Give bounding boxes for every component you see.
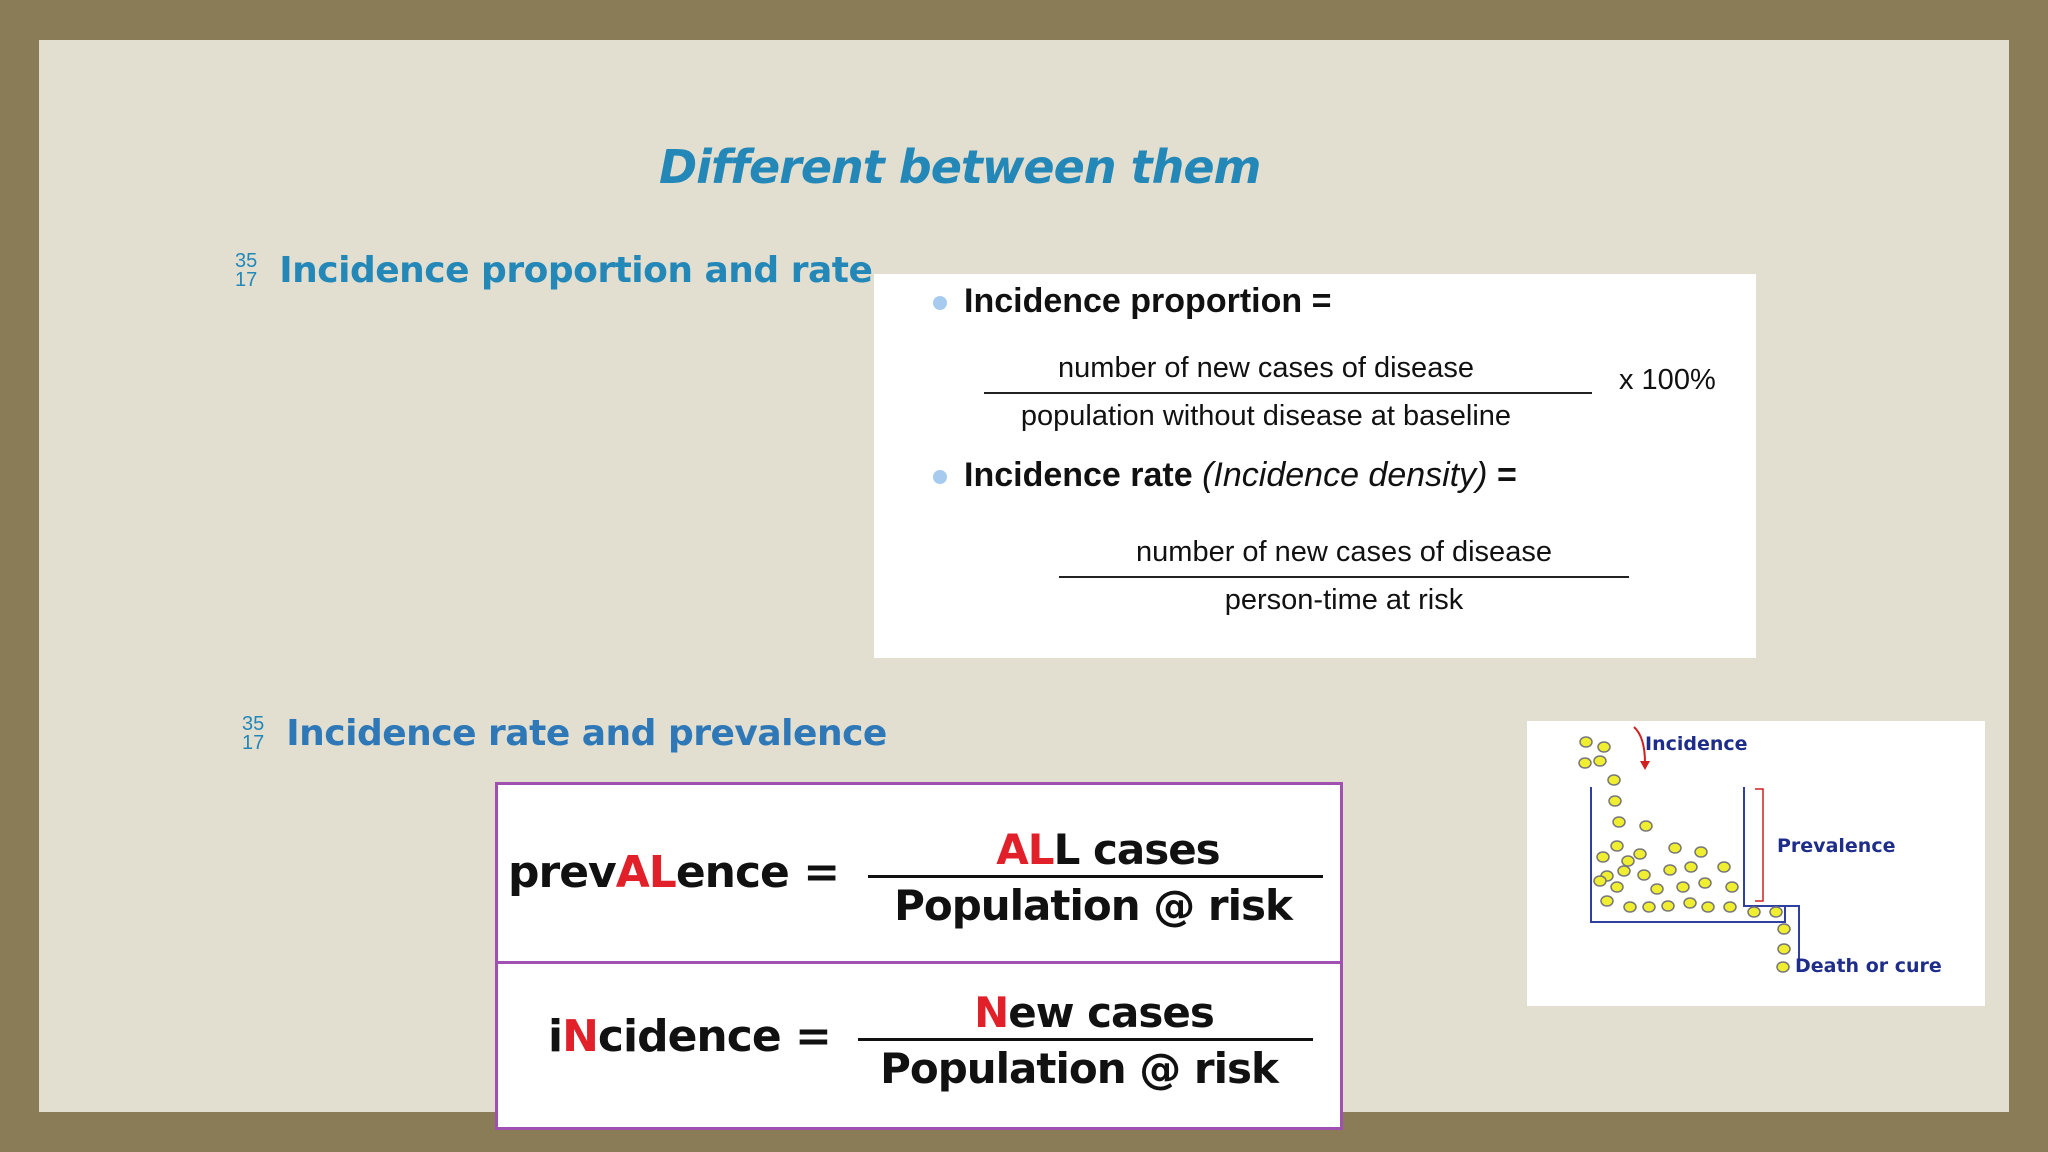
rate-denominator: person-time at risk (1224, 584, 1464, 616)
proportion-denominator: population without disease at baseline (1020, 400, 1512, 432)
rate-numerator: number of new cases of disease (1136, 536, 1552, 568)
proportion-numerator: number of new cases of disease (1058, 352, 1474, 384)
incidence-denominator: Population @ risk (880, 1044, 1278, 1093)
bullet-marker-top: 35 (235, 249, 258, 272)
bullet-marker-bottom: 17 (235, 268, 258, 291)
bullet-marker (235, 249, 258, 291)
slide (39, 40, 2009, 1112)
bullet-dot-icon (933, 470, 947, 484)
incidence-fraction-line (858, 1038, 1313, 1041)
slide-title: Different between them (659, 140, 1261, 194)
prevalence-diagram-label: Prevalence (1777, 835, 1896, 857)
box-divider (498, 961, 1340, 964)
death-or-cure-label: Death or cure (1795, 955, 1942, 977)
prevalence-incidence-formula-image (495, 782, 1343, 1130)
incidence-formula-image (874, 274, 1756, 658)
bullet-text: Incidence rate and prevalence (286, 713, 887, 754)
rate-fraction-line (1059, 576, 1629, 578)
bullet-incidence-proportion-rate (235, 250, 872, 291)
prevalence-fraction-line (868, 875, 1323, 878)
incidence-lhs: iNcidence = (548, 1011, 831, 1062)
bullet-marker-top: 35 (242, 712, 265, 735)
prevalence-denominator: Population @ risk (894, 881, 1292, 930)
bullet-marker (242, 712, 265, 754)
bullet-marker-bottom: 17 (242, 731, 265, 754)
incidence-rate-label: Incidence rate (Incidence density) = (964, 456, 1517, 494)
prevalence-pool-diagram (1527, 721, 1985, 1006)
incidence-numerator: New cases (974, 988, 1214, 1037)
prevalence-lhs: prevALence = (508, 847, 840, 898)
prevalence-numerator: ALL cases (996, 825, 1220, 874)
proportion-multiplier: x 100% (1619, 364, 1716, 396)
incidence-diagram-label: Incidence (1645, 733, 1748, 755)
bullet-dot-icon (933, 296, 947, 310)
proportion-fraction-line (984, 392, 1592, 394)
incidence-proportion-label: Incidence proportion = (964, 282, 1332, 320)
bullet-incidence-rate-prevalence (242, 713, 887, 754)
bullet-text: Incidence proportion and rate (279, 250, 873, 291)
